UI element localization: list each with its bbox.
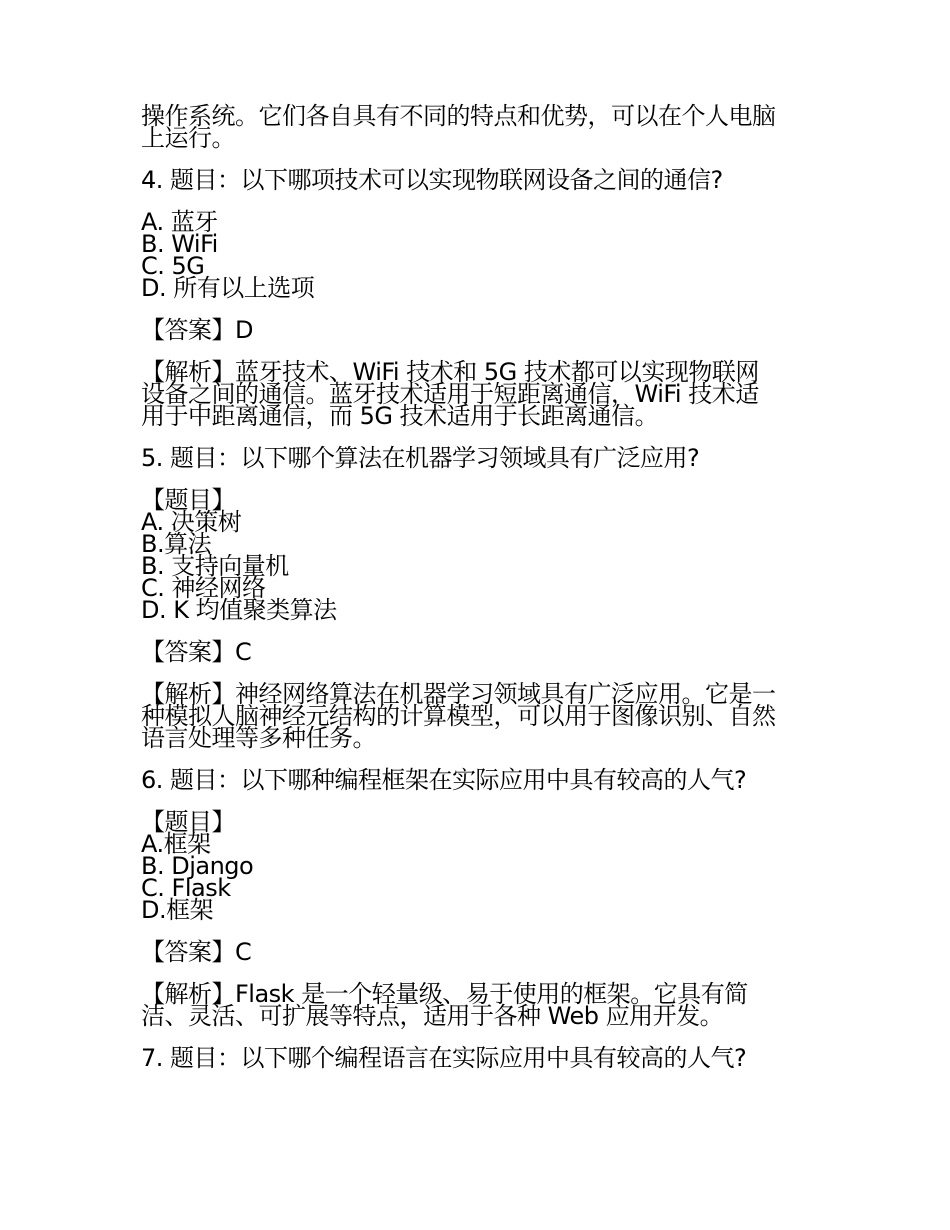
option: B.算法	[141, 530, 212, 558]
question-6-options	[141, 808, 821, 924]
option: B. Django	[141, 852, 254, 880]
question-5-analysis	[141, 680, 821, 752]
question-7-title: 7. 题目：以下哪个编程语言在实际应用中具有较高的人气?	[141, 1044, 747, 1072]
option: A. 蓝牙	[141, 208, 218, 236]
question-5-answer: 【答案】C	[141, 638, 252, 666]
intro-paragraph	[141, 102, 821, 152]
question-4-answer: 【答案】D	[141, 316, 253, 344]
question-5-title: 5. 题目：以下哪个算法在机器学习领域具有广泛应用?	[141, 444, 700, 472]
text-line: 【解析】神经网络算法在机器学习领域具有广泛应用。它是一	[141, 680, 776, 708]
option: A.框架	[141, 830, 211, 858]
option: D.框架	[141, 896, 214, 924]
option: C. 5G	[141, 252, 205, 280]
text-line: 上运行。	[141, 124, 235, 152]
option: 【题目】	[141, 808, 235, 836]
question-4-title: 4. 题目：以下哪项技术可以实现物联网设备之间的通信?	[141, 166, 723, 194]
option: 【题目】	[141, 486, 235, 514]
text-line: 【解析】Flask 是一个轻量级、易于使用的框架。它具有简	[141, 980, 748, 1008]
option: C. 神经网络	[141, 574, 266, 602]
question-6-title: 6. 题目：以下哪种编程框架在实际应用中具有较高的人气?	[141, 766, 747, 794]
question-6-analysis	[141, 980, 821, 1030]
text-line: 用于中距离通信，而 5G 技术适用于长距离通信。	[141, 402, 659, 430]
text-line: 设备之间的通信。蓝牙技术适用于短距离通信，WiFi 技术适	[141, 380, 759, 408]
text-line: 种模拟人脑神经元结构的计算模型，可以用于图像识别、自然	[141, 702, 776, 730]
question-6-answer: 【答案】C	[141, 938, 252, 966]
text-line: 语言处理等多种任务。	[141, 724, 376, 752]
document-page	[141, 102, 821, 1072]
option: B. 支持向量机	[141, 552, 289, 580]
text-line: 操作系统。它们各自具有不同的特点和优势，可以在个人电脑	[141, 102, 776, 130]
option: C. Flask	[141, 874, 231, 902]
question-4-options	[141, 208, 821, 302]
text-line: 【解析】蓝牙技术、WiFi 技术和 5G 技术都可以实现物联网	[141, 358, 759, 386]
option: B. WiFi	[141, 230, 218, 258]
option: A. 决策树	[141, 508, 242, 536]
option: D. 所有以上选项	[141, 274, 315, 302]
option: D. K 均值聚类算法	[141, 596, 337, 624]
question-5-options	[141, 486, 821, 624]
text-line: 洁、灵活、可扩展等特点，适用于各种 Web 应用开发。	[141, 1002, 724, 1030]
question-4-analysis	[141, 358, 821, 430]
